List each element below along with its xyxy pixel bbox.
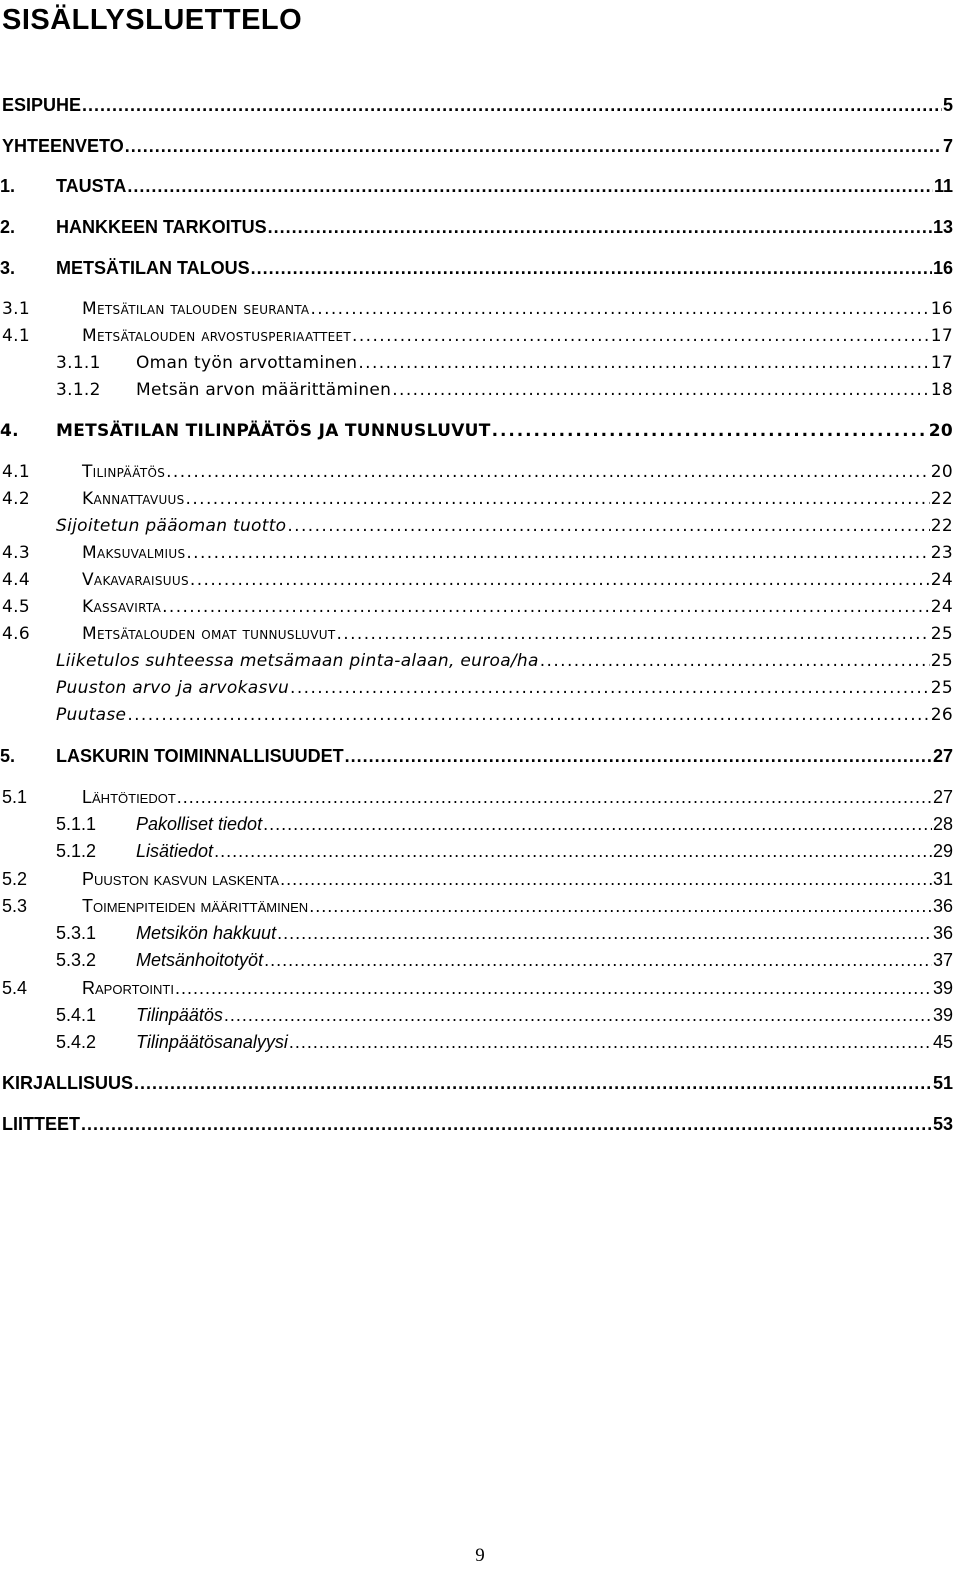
toc-entry-number: 4.4: [2, 570, 30, 590]
toc-entry-page: 20: [930, 462, 953, 482]
toc-leader-dots: [264, 949, 932, 971]
toc-entry-page: 20: [928, 421, 953, 441]
toc-entry-number: 3.1.1: [56, 353, 101, 373]
toc-leader-dots: [166, 461, 930, 483]
toc-entry-metsan-arvon-maarittaminen[interactable]: [0, 375, 953, 401]
toc-entry-page: 25: [930, 651, 953, 671]
toc-leader-dots: [280, 868, 932, 890]
toc-entry-page: 37: [932, 950, 953, 970]
toc-entry-title: LASKURIN TOIMINNALLISUUDET: [56, 746, 344, 766]
toc-leader-dots: [214, 840, 932, 862]
toc-entry-kassavirta[interactable]: [0, 592, 953, 618]
toc-entry-page: 17: [930, 353, 953, 373]
toc-entry-title: Raportointi: [82, 978, 174, 998]
toc-entry-title: METSÄTILAN TILINPÄÄTÖS JA TUNNUSLUVUT: [56, 421, 491, 441]
toc-entry-number: 5.4.1: [56, 1005, 97, 1025]
toc-leader-dots: [358, 352, 929, 374]
toc-entry-page: 26: [930, 705, 953, 725]
toc-entry-title: HANKKEEN TARKOITUS: [56, 217, 267, 237]
toc-entry-page: 39: [932, 1005, 953, 1025]
toc-entry-puuston-kasvun-laskenta[interactable]: [0, 864, 953, 890]
toc-entry-number: 4.1: [2, 462, 30, 482]
toc-leader-dots: [127, 704, 929, 726]
toc-entry-title: Tilinpäätös: [82, 462, 166, 482]
toc-entry-vakavaraisuus[interactable]: [0, 565, 953, 591]
toc-entry-number: 4.5: [2, 597, 30, 617]
toc-entry-metsikon-hakkuut[interactable]: [0, 918, 953, 944]
toc-entry-page: 5: [942, 95, 953, 115]
toc-leader-dots: [290, 677, 930, 699]
toc-entry-kannattavuus[interactable]: [0, 484, 953, 510]
toc-entry-page: 13: [932, 217, 953, 237]
toc-entry-number: 5.3.1: [56, 923, 97, 943]
toc-entry-toimenpiteiden-maarittaminen[interactable]: [0, 891, 953, 917]
toc-entry-title: Oman työn arvottaminen: [136, 353, 358, 373]
toc-entry-page: 17: [930, 326, 953, 346]
toc-leader-dots: [134, 1072, 932, 1094]
toc-entry-page: 27: [932, 787, 953, 807]
toc-leader-dots: [186, 542, 929, 564]
toc-leader-dots: [224, 1004, 932, 1026]
toc-entry-title: TAUSTA: [56, 176, 127, 196]
toc-leader-dots: [268, 216, 932, 238]
toc-entry-number: 5.1: [2, 787, 28, 807]
toc-entry-puuston-arvo[interactable]: [0, 673, 953, 699]
toc-entry-title: ESIPUHE: [2, 95, 82, 115]
toc-entry-page: 23: [930, 543, 953, 563]
toc-entry-page: 31: [932, 869, 953, 889]
toc-entry-title: YHTEENVETO: [2, 136, 124, 156]
toc-entry-page: 45: [932, 1032, 953, 1052]
toc-leader-dots: [190, 569, 930, 591]
toc-entry-title: Metsän arvon määrittäminen: [136, 380, 392, 400]
toc-leader-dots: [177, 786, 932, 808]
toc-entry-number: 4.3: [2, 543, 30, 563]
toc-entry-number: 5.1.2: [56, 841, 97, 861]
toc-entry-tilinpaatos-raportti[interactable]: [0, 1000, 953, 1026]
toc-entry-number: 5.3.2: [56, 950, 97, 970]
toc-entry-maksuvalmius[interactable]: [0, 538, 953, 564]
toc-entry-metsatilan-talous[interactable]: [0, 253, 953, 279]
toc-entry-metsanhoitotyot[interactable]: [0, 945, 953, 971]
toc-entry-title: Pakolliset tiedot: [136, 814, 263, 834]
toc-entry-page: 39: [932, 978, 953, 998]
toc-entry-title: Maksuvalmius: [82, 543, 186, 563]
toc-leader-dots: [287, 515, 929, 537]
toc-entry-page: 27: [932, 746, 953, 766]
toc-entry-kirjallisuus[interactable]: [0, 1068, 953, 1094]
toc-leader-dots: [82, 94, 942, 116]
toc-entry-title: Lisätiedot: [136, 841, 214, 861]
toc-entry-title: Kannattavuus: [82, 489, 185, 509]
toc-leader-dots: [392, 379, 930, 401]
toc-entry-title: Metsätilan talouden seuranta: [82, 299, 310, 319]
toc-entry-pakolliset-tiedot[interactable]: [0, 809, 953, 835]
toc-leader-dots: [81, 1113, 932, 1135]
toc-entry-title: Tilinpäätös: [136, 1005, 223, 1025]
toc-leader-dots: [263, 813, 932, 835]
toc-entry-page: 36: [932, 923, 953, 943]
toc-entry-number: 3.1: [2, 299, 30, 319]
toc-entry-hankkeen-tarkoitus[interactable]: [0, 212, 953, 238]
toc-entry-page: 25: [930, 624, 953, 644]
toc-entry-talouden-seuranta[interactable]: [0, 294, 953, 320]
toc-entry-page: 16: [932, 258, 953, 278]
toc-entry-tausta[interactable]: [0, 171, 953, 197]
toc-leader-dots: [186, 488, 930, 510]
page-title: SISÄLLYSLUETTELO: [2, 4, 303, 36]
toc-entry-title: Toimenpiteiden määrittäminen: [82, 896, 309, 916]
toc-leader-dots: [309, 895, 932, 917]
toc-entry-yhteenveto[interactable]: [0, 131, 953, 157]
toc-leader-dots: [352, 325, 930, 347]
toc-entry-tilinpaatos-ja-tunnusluvut[interactable]: [0, 416, 953, 442]
toc-leader-dots: [345, 745, 932, 767]
toc-leader-dots: [277, 922, 932, 944]
toc-entry-page: 22: [930, 516, 953, 536]
toc-entry-title: LIITTEET: [2, 1114, 80, 1134]
toc-leader-dots: [289, 1031, 932, 1053]
toc-leader-dots: [492, 420, 928, 442]
toc-entry-number: 1.: [0, 176, 16, 196]
toc-entry-page: 7: [942, 136, 953, 156]
toc-entry-title: Metsänhoitotyöt: [136, 950, 264, 970]
toc-entry-page: 24: [930, 570, 953, 590]
toc-entry-title: Liiketulos suhteessa metsämaan pinta-alaan, euroa/ha: [56, 651, 539, 671]
toc-entry-puutase[interactable]: [0, 700, 953, 726]
toc-leader-dots: [175, 977, 932, 999]
toc-entry-number: 4.6: [2, 624, 30, 644]
toc-entry-number: 4.1: [2, 326, 30, 346]
toc-entry-number: 2.: [0, 217, 16, 237]
toc-entry-page: 22: [930, 489, 953, 509]
toc-entry-raportointi[interactable]: [0, 973, 953, 999]
page-number: 9: [475, 1545, 485, 1566]
toc-entry-lahtotiedot[interactable]: [0, 782, 953, 808]
toc-entry-number: 3.: [0, 258, 16, 278]
toc-leader-dots: [162, 596, 930, 618]
toc-entry-page: 11: [933, 176, 953, 196]
toc-leader-dots: [127, 175, 933, 197]
toc-entry-number: 4.: [0, 421, 19, 441]
toc-entry-liiketulos[interactable]: [0, 646, 953, 672]
toc-entry-page: 53: [932, 1114, 953, 1134]
toc-entry-title: Sijoitetun pääoman tuotto: [56, 516, 287, 536]
toc-entry-number: 4.2: [2, 489, 30, 509]
toc-leader-dots: [125, 135, 942, 157]
toc-entry-title: Puutase: [56, 705, 127, 725]
toc-entry-title: Metsikön hakkuut: [136, 923, 277, 943]
toc-entry-title: Metsätalouden arvostusperiaatteet: [82, 326, 352, 346]
toc-entry-title: Puuston kasvun laskenta: [82, 869, 280, 889]
toc-entry-number: 3.1.2: [56, 380, 101, 400]
toc-entry-number: 5.4: [2, 978, 28, 998]
toc-leader-dots: [310, 298, 929, 320]
toc-entry-liitteet[interactable]: [0, 1109, 953, 1135]
toc-entry-page: 24: [930, 597, 953, 617]
toc-entry-title: Metsätalouden omat tunnusluvut: [82, 624, 336, 644]
toc-entry-oman-tyon-arvottaminen[interactable]: [0, 348, 953, 374]
toc-entry-esipuhe[interactable]: [0, 90, 953, 116]
toc-entry-page: 28: [932, 814, 953, 834]
toc-entry-page: 51: [932, 1073, 953, 1093]
toc-entry-number: 5.4.2: [56, 1032, 97, 1052]
toc-entry-title: Puuston arvo ja arvokasvu: [56, 678, 290, 698]
toc-entry-number: 5.2: [2, 869, 28, 889]
toc-entry-page: 36: [932, 896, 953, 916]
toc-entry-title: Tilinpäätösanalyysi: [136, 1032, 288, 1052]
toc-entry-title: Vakavaraisuus: [82, 570, 189, 590]
toc-leader-dots: [251, 257, 932, 279]
toc-entry-sijoitetun-paaoman-tuotto[interactable]: [0, 511, 953, 537]
toc-entry-title: KIRJALLISUUS: [2, 1073, 134, 1093]
toc-entry-title: Kassavirta: [82, 597, 162, 617]
toc-leader-dots: [540, 650, 930, 672]
toc-entry-page: 18: [930, 380, 953, 400]
toc-entry-number: 5.1.1: [56, 814, 97, 834]
toc-entry-page: 25: [930, 678, 953, 698]
toc-entry-arvostusperiaatteet[interactable]: [0, 321, 953, 347]
toc-entry-page: 29: [932, 841, 953, 861]
toc-entry-laskurin-toiminnallisuudet[interactable]: [0, 741, 953, 767]
toc-entry-omat-tunnusluvut[interactable]: [0, 619, 953, 645]
toc-leader-dots: [336, 623, 929, 645]
toc-entry-page: 16: [930, 299, 953, 319]
toc-entry-number: 5.3: [2, 896, 28, 916]
toc-entry-tilinpaatos[interactable]: [0, 457, 953, 483]
toc-entry-number: 5.: [0, 746, 16, 766]
toc-entry-tilinpaatosanalyysi[interactable]: [0, 1027, 953, 1053]
toc-entry-title: Lähtötiedot: [82, 787, 176, 807]
toc-entry-lisatiedot[interactable]: [0, 836, 953, 862]
toc-entry-title: METSÄTILAN TALOUS: [56, 258, 250, 278]
